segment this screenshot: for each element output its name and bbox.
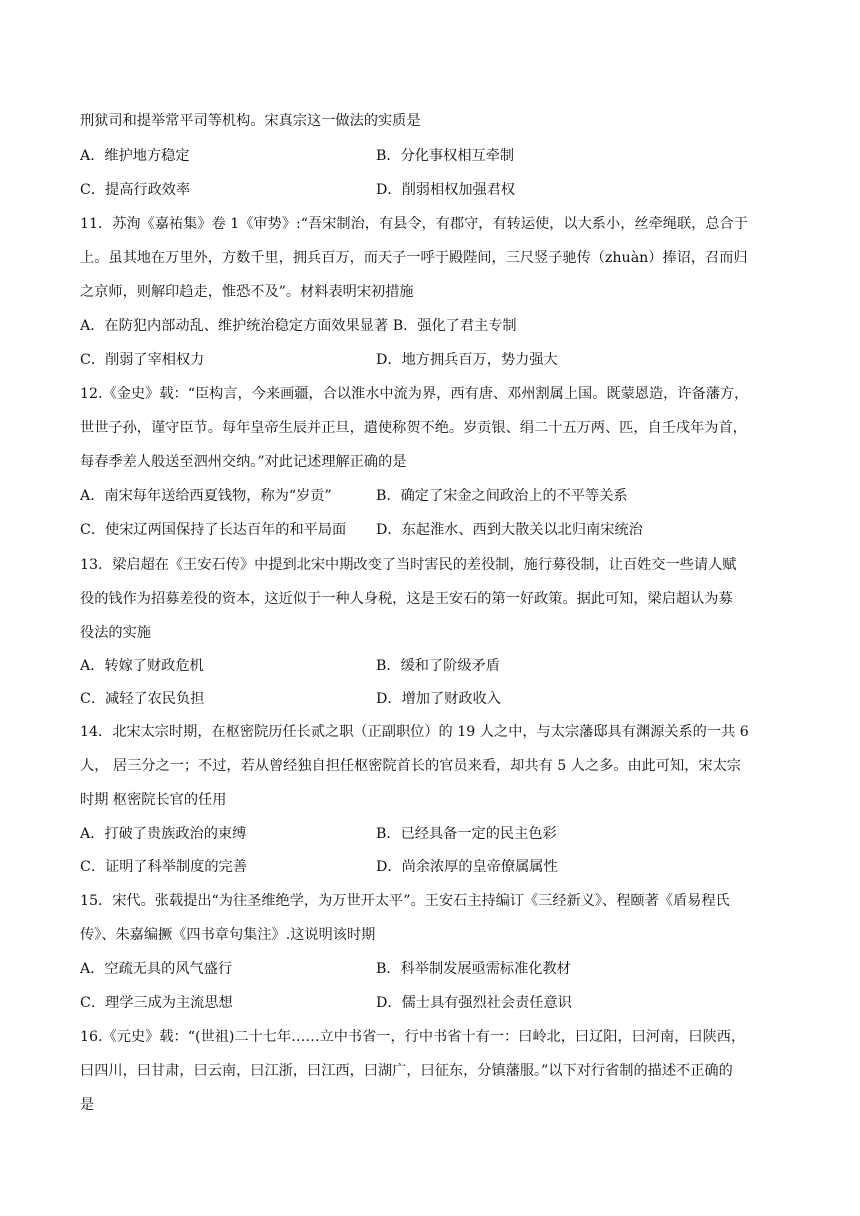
q13-stem-line: 役的钱作为招募差役的资本，这近似于一种人身税，这是王安石的第一好政策。据此可知，梁启超认为募: [80, 591, 733, 607]
q12-option-c: C．使宋辽两国保持了长达百年的和平局面: [80, 522, 347, 538]
q16-stem-line: 16.《元史》载：“(世祖)二十七年……立中书省一，行中书省十有一：曰岭北，曰辽阳，曰河南，曰陕西，: [80, 1029, 746, 1045]
q11-stem-line: 上。虽其地在万里外，方数千里，拥兵百万，而天子一呼于殿陛间，三尺竖子驰传（zhuàn）捧诏，召而归: [80, 250, 748, 266]
q13-option-d: D．增加了财政收入: [376, 691, 501, 707]
q13-stem-line: 13．梁启超在《王安石传》中提到北宋中期改变了当时害民的差役制，施行募役制，让百姓交一些请人赋: [80, 557, 737, 573]
q13-option-c: C．减轻了农民负担: [80, 691, 205, 707]
q15-stem-line: 传》、朱嘉编撅《四书章句集注》.这说明该时期: [80, 927, 376, 943]
q12-option-d: D．东起淮水、西到大散关以北归南宋统治: [376, 522, 643, 538]
q14-option-b: B．已经具备一定的民主色彩: [376, 826, 557, 842]
q15-option-b: B．科举制发展亟需标准化教材: [376, 961, 571, 977]
q11-option-c: C．削弱了宰相权力: [80, 352, 205, 368]
q11-option-d: D．地方拥兵百万，势力强大: [376, 352, 558, 368]
q14-option-a: A．打破了贵族政治的束缚: [80, 826, 247, 842]
q14-stem-line: 14．北宋太宗时期，在枢密院历任长贰之职（正副职位）的 19 人之中，与太宗藩邸具有渊源关系的一共 6: [80, 724, 749, 740]
q13-stem-line: 役法的实施: [80, 625, 151, 641]
q10-stem-line: 刑狱司和提举常平司等机构。宋真宗这一做法的实质是: [80, 113, 421, 129]
q10-option-a: A．维护地方稳定: [80, 148, 190, 164]
q12-stem-line: 每春季差人般送至泗州交纳。”对此记述理解正确的是: [80, 454, 407, 470]
q10-option-d: D．削弱相权加强君权: [376, 182, 516, 198]
q11-stem-line: 之京师，则解印趋走，惟恐不及”。材料表明宋初措施: [80, 284, 414, 300]
q14-option-d: D．尚余浓厚的皇帝僚属属性: [376, 859, 558, 875]
q10-option-c: C．提高行政效率: [80, 182, 191, 198]
q14-option-c: C．证明了科举制度的完善: [80, 859, 247, 875]
q15-option-a: A．空疏无具的风气盛行: [80, 961, 233, 977]
q15-option-c: C．理学三成为主流思想: [80, 995, 233, 1011]
q13-option-b: B．缓和了阶级矛盾: [376, 658, 500, 674]
q14-stem-line: 人， 居三分之一；不过，若从曾经独自担任枢密院首长的官员来看，却共有 5 人之多。由此可知，宋太宗: [80, 758, 741, 774]
q12-option-b: B．确定了宋金之间政治上的不平等关系: [376, 488, 628, 504]
q15-stem-line: 15．宋代。张载提出“为往圣维绝学，为万世开太平”。王安石主持编订《三经新义》、程颐著《盾易程氏: [80, 893, 730, 909]
q13-option-a: A．转嫁了财政危机: [80, 658, 204, 674]
q15-option-d: D．儒士具有强烈社会责任意识: [376, 995, 572, 1011]
q16-stem-line: 曰四川，曰甘肃，曰云南，曰江浙，曰江西，曰湖广，曰征东，分镇藩服。”以下对行省制的描述不正确的: [80, 1063, 733, 1079]
q11-stem-line: 11．苏洵《嘉祐集》卷 1《审势》:“吾宋制治，有县令，有郡守，有转运使，以大系小，丝牵绳联，总合于: [80, 216, 748, 232]
q12-stem-line: 世世子孙，谨守臣节。每年皇帝生辰并正旦，遣使称贺不绝。岁贡银、绢二十五万两、匹，自壬戌年为首，: [80, 420, 747, 436]
q10-option-b: B．分化事权相互牵制: [376, 148, 515, 164]
q11-option-a-b: A．在防犯内部动乱、维护统治稳定方面效果显著 B．强化了君主专制: [80, 318, 517, 334]
q14-stem-line: 时期 枢密院长官的任用: [80, 792, 227, 808]
q12-stem-line: 12.《金史》载：“臣构言，今来画疆，合以淮水中流为界，西有唐、邓州割属上国。既蒙恩造，许备藩方，: [80, 386, 749, 402]
q12-option-a: A．南宋每年送给西夏钱物，称为“岁贡”: [80, 488, 332, 504]
q16-stem-line: 是: [80, 1097, 95, 1113]
